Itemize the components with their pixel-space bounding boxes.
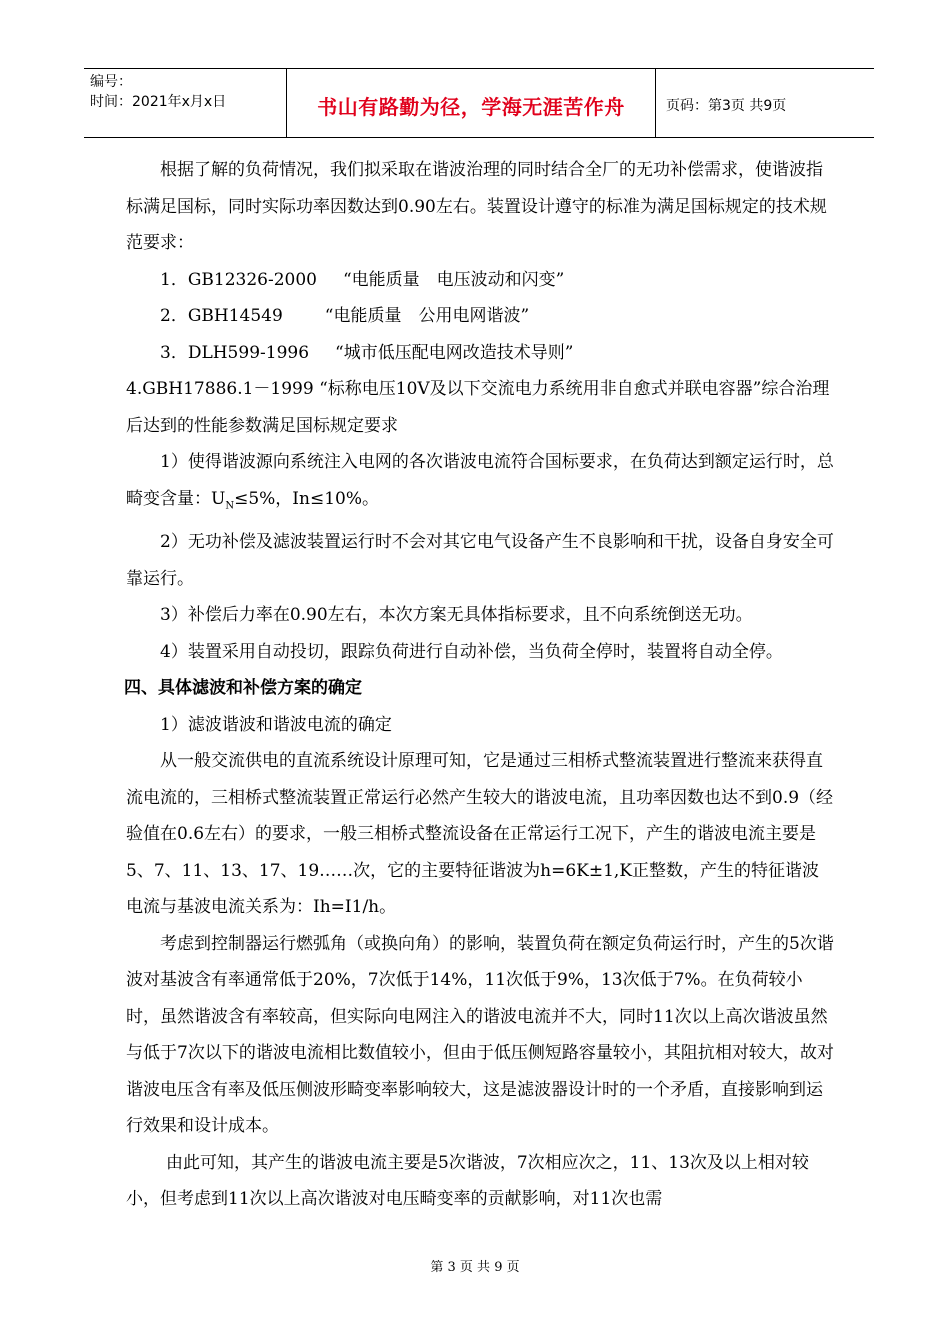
standard-name: “城市低压配电网改造技术导则”: [335, 342, 574, 363]
standard-name: “电能质量 电压波动和闪变”: [342, 269, 565, 290]
standard-name: “电能质量 公用电网谐波”: [324, 306, 530, 326]
intro-paragraph: 根据了解的负荷情况，我们拟采取在谐波治理的同时结合全厂的无功补偿需求，使谐波指标满足国标，同时实际功率因数达到0.90左右。装置设计遵守的标准为满足国标规定的技术规范要求：: [126, 160, 827, 253]
motto: 书山有路勤为径，学海无涯苦作舟: [317, 95, 625, 119]
requirement-text: ≤5%，In≤10%。: [234, 488, 379, 509]
subsection-heading: 1）滤波谐波和谐波电流的确定: [160, 714, 392, 735]
requirement-2: 2）无功补偿及滤波装置运行时不会对其它电气设备产生不良影响和干扰，设备自身安全可靠运行。: [126, 532, 834, 589]
header-page-cell: [656, 69, 874, 137]
requirement-text: 1）使得谐波源向系统注入电网的各次谐波电流符合国标要求，在负荷达到额定运行时，总畸变含量：U: [126, 452, 834, 509]
page-label: 页码：第3页 共9页: [666, 98, 787, 114]
standard-code: 1．GB12326-2000: [160, 269, 317, 290]
section-heading: 四、具体滤波和补偿方案的确定: [124, 678, 362, 699]
page-header: [84, 68, 874, 138]
requirement-4: 4）装置采用自动投切，跟踪负荷进行自动补偿，当负荷全停时，装置将自动全停。: [160, 641, 783, 662]
page-footer: 第 3 页 共 9 页: [430, 1260, 520, 1275]
standard-code: 3．DLH599-1996: [160, 342, 310, 363]
header-meta-cell: [84, 69, 287, 137]
header-motto-cell: [287, 69, 656, 137]
subscript: N: [225, 499, 235, 511]
paragraph-dc-system: 从一般交流供电的直流系统设计原理可知，它是通过三相桥式整流装置进行整流来获得直流电流的，三相桥式整流装置正常运行必然产生较大的谐波电流，且功率因数也达不到0.9（经验值在0.6左右）的要求，一般三相桥式整流设备在正常运行工况下，产生的谐波电流主要是5、7、11、13、17、19……次，它的主要特征谐波为h=6K±1,K正整数，产生的特征谐波电流与基波电流关系为：Ih=I1/h。: [126, 751, 834, 918]
requirement-1: [126, 444, 836, 524]
document-body: [126, 152, 836, 1218]
standard-item-4: 4.GBH17886.1－1999 “标称电压10V及以下交流电力系统用非自愈式并联电容器”综合治理后达到的性能参数满足国标规定要求: [126, 379, 830, 436]
code-label: 编号：: [90, 74, 132, 90]
paragraph-controller: 考虑到控制器运行燃弧角（或换向角）的影响，装置负荷在额定负荷运行时，产生的5次谐波对基波含有率通常低于20%，7次低于14%，11次低于9%，13次低于7%。在负荷较小时，虽然谐波含有率较高，但实际向电网注入的谐波电流并不大，同时11次以上高次谐波虽然与低于7次以下的谐波电流相比数值较小，但由于低压侧短路容量较小，其阻抗相对较大，故对谐波电压含有率及低压侧波形畸变率影响较大，这是滤波器设计时的一个矛盾，直接影响到运行效果和设计成本。: [126, 933, 834, 1137]
time-label: 时间：2021年x月x日: [90, 94, 227, 110]
standard-code: 2．GBH14549: [160, 306, 283, 326]
standard-item-2: [126, 298, 836, 335]
paragraph-conclusion: 由此可知，其产生的谐波电流主要是5次谐波，7次相应次之，11、13次及以上相对较小，但考虑到11次以上高次谐波对电压畸变率的贡献影响，对11次也需: [126, 1152, 809, 1210]
standard-item-3: [126, 335, 836, 372]
standard-item-1: [126, 262, 836, 299]
requirement-3: 3）补偿后力率在0.90左右，本次方案无具体指标要求，且不向系统倒送无功。: [160, 605, 753, 626]
